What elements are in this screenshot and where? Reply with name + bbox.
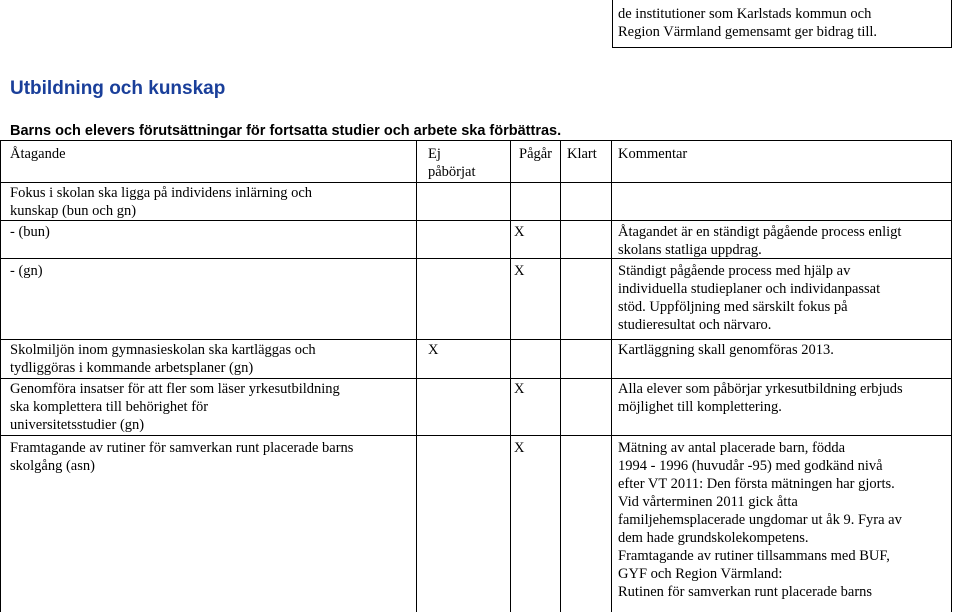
pagar-mark: X bbox=[514, 440, 525, 456]
cell-text: möjlighet till komplettering. bbox=[618, 399, 782, 415]
top-box-border-bottom bbox=[612, 47, 952, 48]
table-row-kommentar bbox=[618, 341, 834, 359]
cell-text: Alla elever som påbörjar yrkesutbildning erbjuds bbox=[618, 381, 903, 397]
section-title: Utbildning och kunskap bbox=[10, 78, 226, 99]
row-divider bbox=[0, 339, 952, 340]
row-divider bbox=[0, 182, 952, 183]
cell-text: Framtagande av rutiner tillsammans med BUF, bbox=[618, 548, 890, 564]
subsection-title: Barns och elevers förutsättningar för fortsatta studier och arbete ska förbättras. bbox=[10, 123, 562, 139]
row-divider bbox=[0, 378, 952, 379]
header-ej: Ej bbox=[428, 146, 441, 162]
cell-text: Kartläggning skall genomföras 2013. bbox=[618, 342, 834, 358]
cell-text: Skolmiljön inom gymnasieskolan ska kartläggas och bbox=[10, 342, 316, 358]
cell-text: 1994 - 1996 (huvudår -95) med godkänd nivå bbox=[618, 458, 883, 474]
header-klart: Klart bbox=[567, 146, 597, 162]
ej-paborjat-mark: X bbox=[428, 342, 439, 358]
col-divider bbox=[510, 140, 511, 612]
header-kommentar: Kommentar bbox=[618, 146, 688, 162]
table-border-top bbox=[0, 140, 952, 141]
table-row-kommentar bbox=[618, 439, 902, 601]
cell-text: GYF och Region Värmland: bbox=[618, 566, 783, 582]
cell-text: Åtagandet är en ständigt pågående process enligt bbox=[618, 224, 902, 240]
cell-text: stöd. Uppföljning med särskilt fokus på bbox=[618, 299, 848, 315]
cell-text: familjehemsplacerade ungdomar ut åk 9. Fyra av bbox=[618, 512, 902, 528]
header-atagande: Åtagande bbox=[10, 146, 66, 162]
cell-text: skolans statliga uppdrag. bbox=[618, 242, 762, 258]
pagar-mark: X bbox=[514, 263, 525, 279]
header-paborjat: påbörjat bbox=[428, 164, 476, 180]
top-box-border-right bbox=[951, 0, 952, 48]
cell-text: Framtagande av rutiner för samverkan runt placerade barns bbox=[10, 440, 354, 456]
top-note-line: Region Värmland gemensamt ger bidrag till. bbox=[618, 24, 878, 40]
cell-text: Fokus i skolan ska ligga på individens inlärning och bbox=[10, 185, 313, 201]
cell-text: tydliggöras i kommande arbetsplaner (gn) bbox=[10, 360, 254, 376]
top-note bbox=[618, 5, 877, 41]
table-row-kommentar bbox=[618, 380, 903, 416]
cell-text: - (bun) bbox=[10, 224, 50, 240]
col-divider bbox=[611, 140, 612, 612]
cell-text: efter VT 2011: Den första mätningen har gjorts. bbox=[618, 476, 895, 492]
header-ej-paborjat bbox=[428, 145, 476, 181]
cell-text: skolgång (asn) bbox=[10, 458, 95, 474]
col-divider bbox=[416, 140, 417, 612]
table-row-kommentar bbox=[618, 262, 880, 334]
cell-text: Vid vårterminen 2011 gick åtta bbox=[618, 494, 798, 510]
cell-text: universitetsstudier (gn) bbox=[10, 417, 145, 433]
col-divider bbox=[560, 140, 561, 612]
header-pagar: Pågår bbox=[519, 146, 553, 162]
cell-text: kunskap (bun och gn) bbox=[10, 203, 137, 219]
table-row-atagande bbox=[10, 184, 312, 220]
top-note-line: de institutioner som Karlstads kommun och bbox=[618, 6, 872, 22]
row-divider bbox=[0, 220, 952, 221]
table-row-atagande bbox=[10, 380, 340, 434]
table-row-atagande bbox=[10, 223, 50, 241]
cell-text: Mätning av antal placerade barn, födda bbox=[618, 440, 846, 456]
col-divider bbox=[951, 140, 952, 612]
row-divider bbox=[0, 435, 952, 436]
cell-text: ska komplettera till behörighet för bbox=[10, 399, 209, 415]
table-row-atagande bbox=[10, 341, 316, 377]
table-row-atagande bbox=[10, 439, 353, 475]
top-box-border-left bbox=[612, 0, 613, 48]
cell-text: Ständigt pågående process med hjälp av bbox=[618, 263, 851, 279]
cell-text: individuella studieplaner och individanpassat bbox=[618, 281, 881, 297]
cell-text: studieresultat och närvaro. bbox=[618, 317, 772, 333]
pagar-mark: X bbox=[514, 224, 525, 240]
cell-text: - (gn) bbox=[10, 263, 43, 279]
table-row-atagande bbox=[10, 262, 43, 280]
cell-text: dem hade grundskolekompetens. bbox=[618, 530, 809, 546]
col-divider bbox=[0, 140, 1, 612]
cell-text: Rutinen för samverkan runt placerade barns bbox=[618, 584, 873, 600]
table-row-kommentar bbox=[618, 223, 901, 259]
cell-text: Genomföra insatser för att fler som läser yrkesutbildning bbox=[10, 381, 340, 397]
pagar-mark: X bbox=[514, 381, 525, 397]
